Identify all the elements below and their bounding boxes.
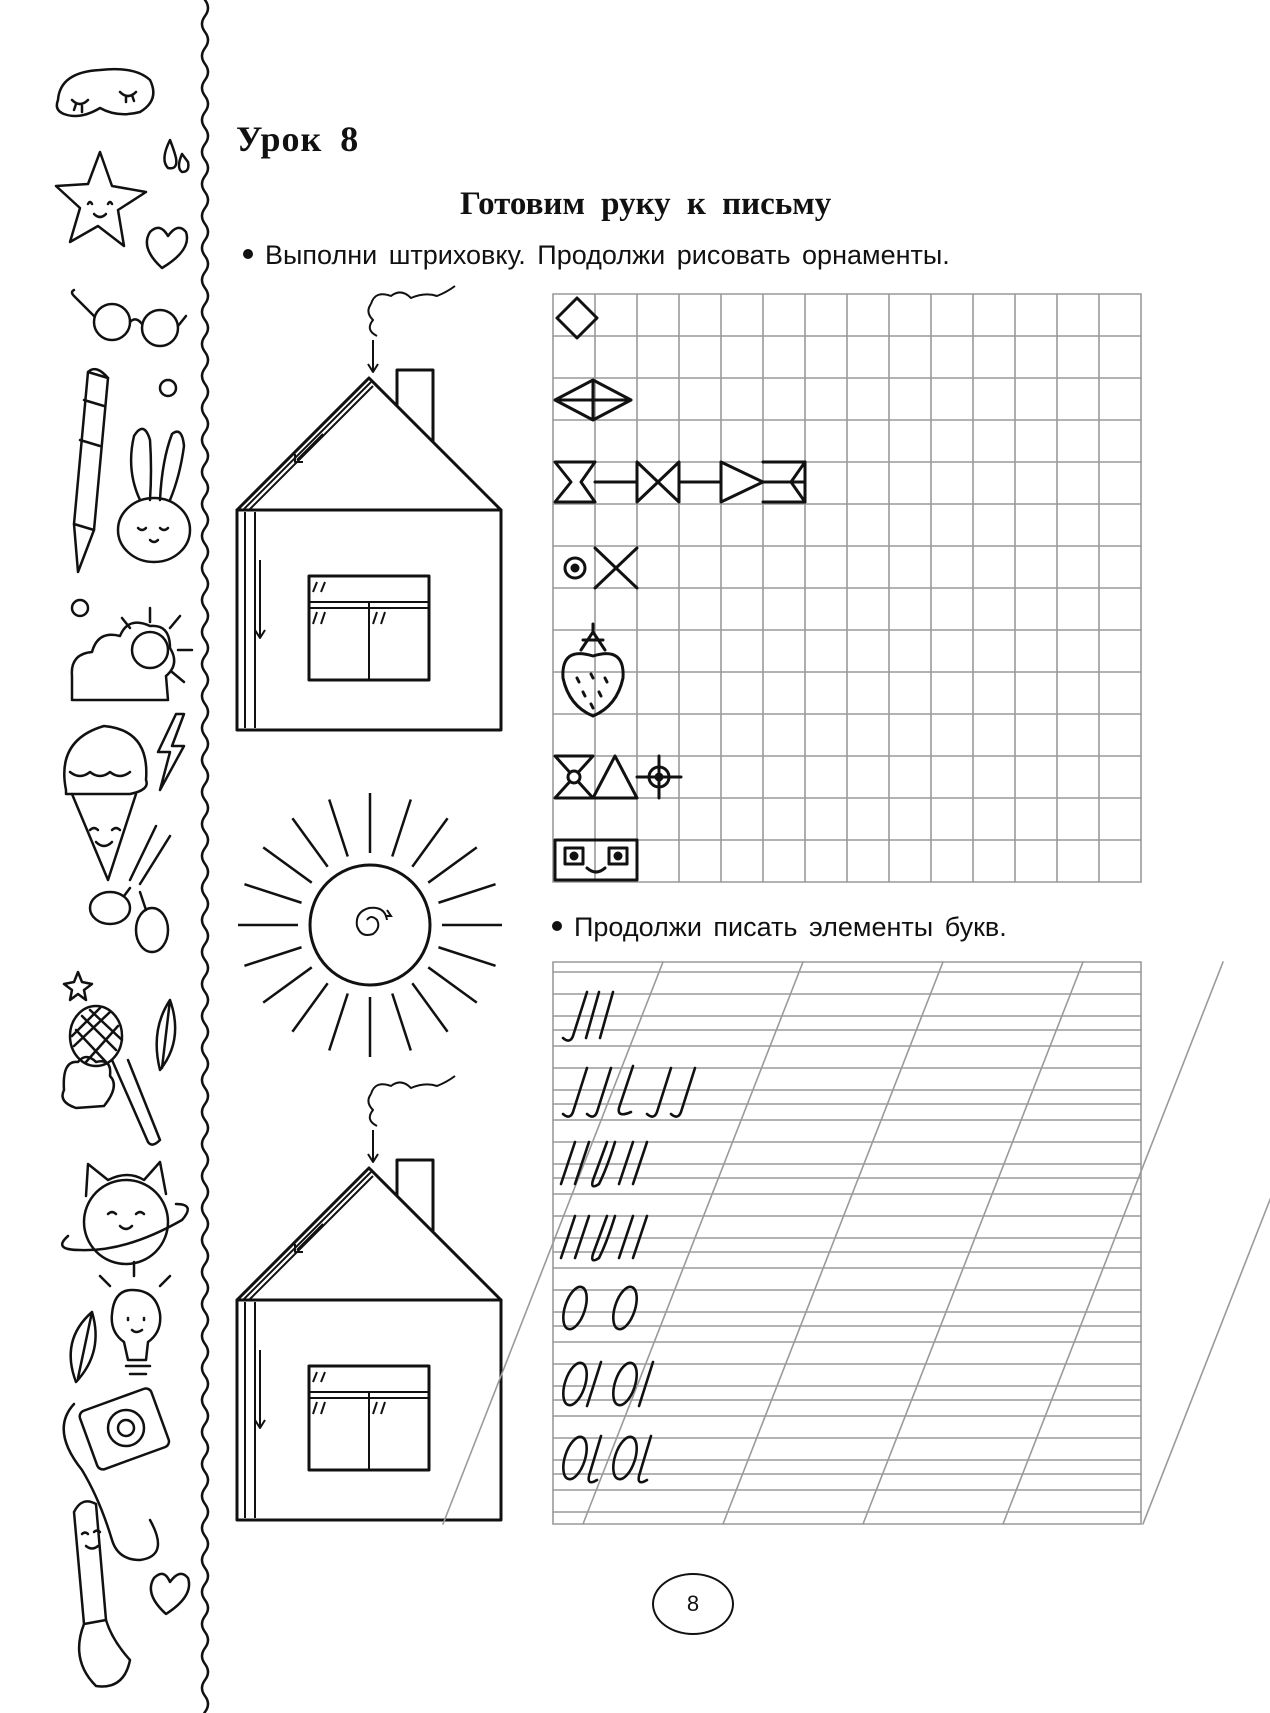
ornament-grid xyxy=(553,294,1143,882)
sun-drawing xyxy=(235,790,505,1060)
pencil-icon xyxy=(74,369,108,572)
house-drawing-top xyxy=(225,290,515,740)
lightning-icon xyxy=(158,714,184,790)
drop-icon xyxy=(164,140,176,168)
instruction-hatching: Выполни штриховку. Продолжи рисовать орнаменты. xyxy=(243,240,950,271)
bullet xyxy=(243,249,253,259)
lightbulb-icon xyxy=(100,1262,170,1374)
bubble-icon xyxy=(160,380,176,396)
camera-icon xyxy=(64,1387,171,1560)
heart-icon xyxy=(147,228,187,268)
doodle-strip xyxy=(0,0,220,1713)
leaf-icon xyxy=(71,1312,96,1382)
bunny-icon xyxy=(118,429,190,562)
house-drawing-bottom xyxy=(225,1080,515,1530)
sun-cloud-icon xyxy=(72,600,192,700)
section-title: Готовим руку к письму xyxy=(460,186,832,222)
instruction-letters: Продолжи писать элементы букв. xyxy=(552,912,1007,943)
drop-icon xyxy=(179,154,188,172)
glasses-icon xyxy=(72,290,186,346)
small-star-icon xyxy=(64,972,92,1000)
bullet xyxy=(552,921,562,931)
page-number: 8 xyxy=(652,1573,734,1635)
leaf-icon xyxy=(157,1000,175,1070)
star-icon xyxy=(56,152,146,246)
tennis-racket-icon xyxy=(70,1006,160,1145)
lesson-title: Урок 8 xyxy=(236,119,360,159)
wavy-divider xyxy=(202,0,208,1713)
sleep-mask-icon xyxy=(57,69,153,116)
heart-icon xyxy=(151,1574,189,1614)
ice-cream-icon xyxy=(64,726,146,880)
handwriting-lines xyxy=(553,962,1143,1527)
paintbrush-icon xyxy=(74,1501,130,1686)
cat-planet-icon xyxy=(62,1162,188,1264)
